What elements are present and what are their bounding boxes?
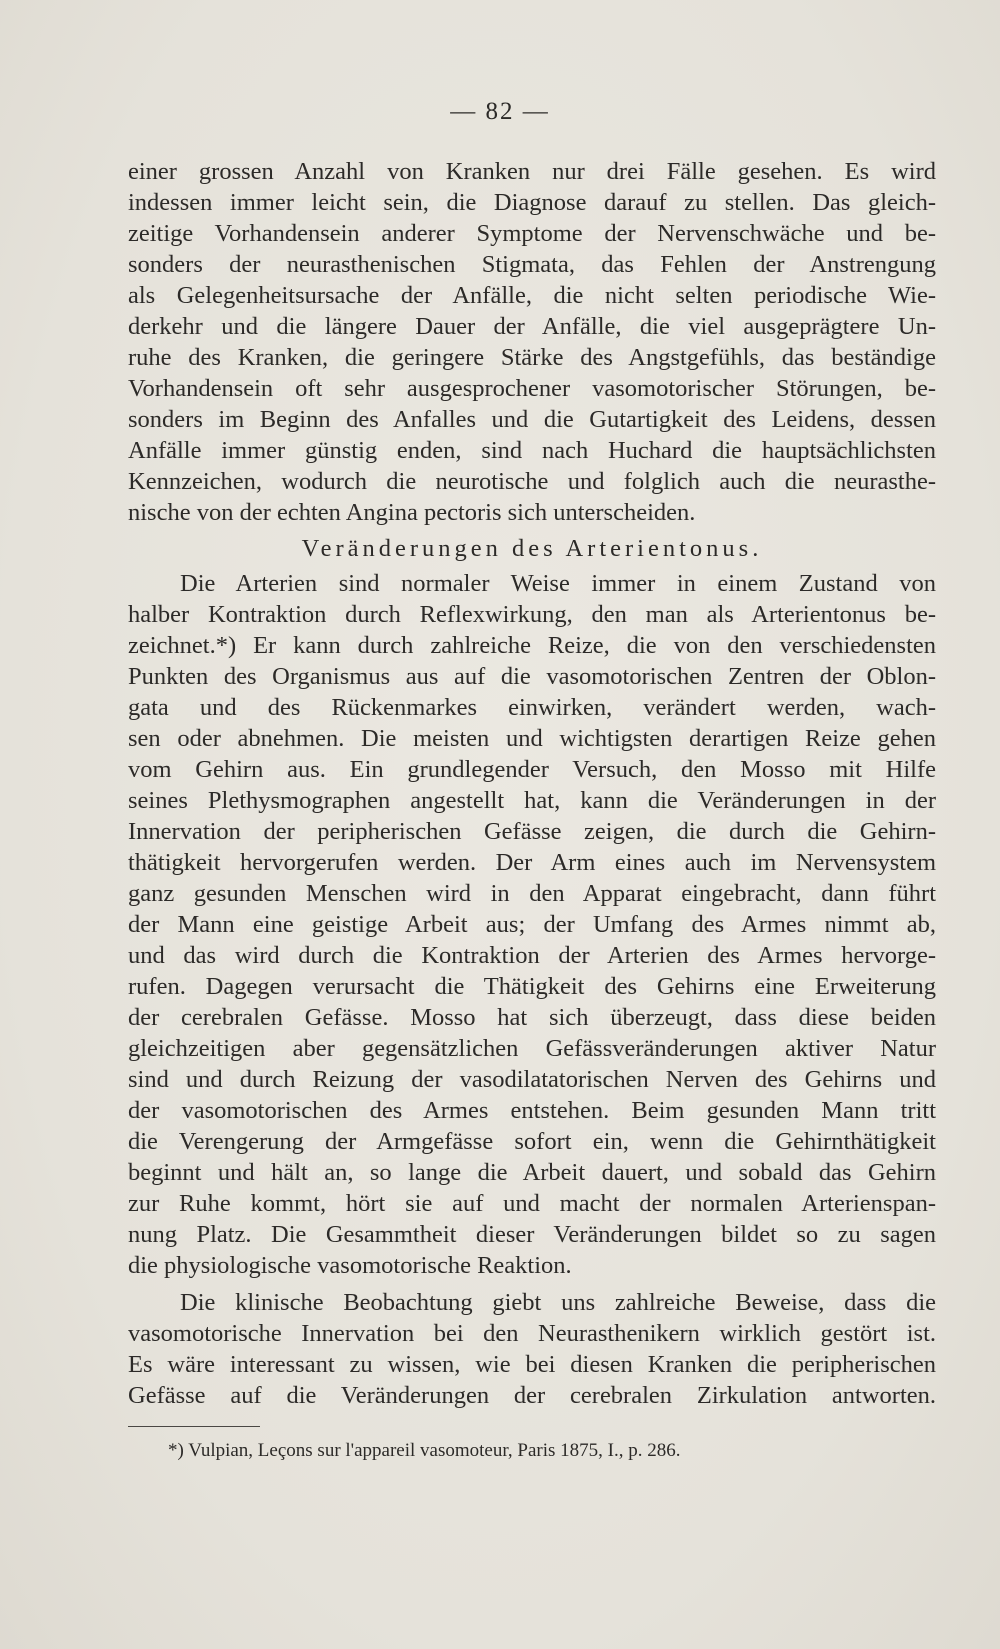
text-line: der cerebralen Gefässe. Mosso hat sich überzeugt, dass diese beiden <box>128 1004 936 1031</box>
text-line: Gefässe auf die Veränderungen der cerebralen Zirkulation antworten. <box>128 1382 936 1409</box>
text-line: die physiologische vasomotorische Reaktion. <box>128 1252 572 1279</box>
text-line: der Mann eine geistige Arbeit aus; der Umfang des Armes nimmt ab, <box>128 911 936 938</box>
text-line: Es wäre interessant zu wissen, wie bei diesen Kranken die peripherischen <box>128 1351 936 1378</box>
text-line: halber Kontraktion durch Reflexwirkung, den man als Arterientonus be- <box>128 601 936 628</box>
text-line: zur Ruhe kommt, hört sie auf und macht der normalen Arterienspan- <box>128 1190 936 1217</box>
text-line: als Gelegenheitsursache der Anfälle, die nicht selten periodische Wie- <box>128 282 936 309</box>
paragraph-3 <box>128 1287 936 1411</box>
body-text <box>128 156 936 1411</box>
text-line: sonders im Beginn des Anfalles und die Gutartigkeit des Leidens, dessen <box>128 406 936 433</box>
text-line: Innervation der peripherischen Gefässe zeigen, die durch die Gehirn- <box>128 818 936 845</box>
text-line: zeitige Vorhandensein anderer Symptome der Nervenschwäche und be- <box>128 220 936 247</box>
page-number: — 82 — <box>450 98 550 125</box>
text-line: Vorhandensein oft sehr ausgesprochener vasomotorischer Störungen, be- <box>128 375 936 402</box>
paragraph-1 <box>128 156 936 528</box>
text-line: sen oder abnehmen. Die meisten und wichtigsten derartigen Reize gehen <box>128 725 936 752</box>
text-line: indessen immer leicht sein, die Diagnose darauf zu stellen. Das gleich- <box>128 189 936 216</box>
text-line: nische von der echten Angina pectoris sich unterscheiden. <box>128 499 696 526</box>
text-line: einer grossen Anzahl von Kranken nur drei Fälle gesehen. Es wird <box>128 158 936 185</box>
text-line: rufen. Dagegen verursacht die Thätigkeit des Gehirns eine Erweiterung <box>128 973 936 1000</box>
text-line: gata und des Rückenmarkes einwirken, verändert werden, wach- <box>128 694 936 721</box>
text-line: gleichzeitigen aber gegensätzlichen Gefässveränderungen aktiver Natur <box>128 1035 936 1062</box>
text-line: thätigkeit hervorgerufen werden. Der Arm eines auch im Nervensystem <box>128 849 936 876</box>
text-line: und das wird durch die Kontraktion der Arterien des Armes hervorge- <box>128 942 936 969</box>
text-line: beginnt und hält an, so lange die Arbeit dauert, und sobald das Gehirn <box>128 1159 936 1186</box>
text-line: Punkten des Organismus aus auf die vasomotorischen Zentren der Oblon- <box>128 663 936 690</box>
text-line: vasomotorische Innervation bei den Neurasthenikern wirklich gestört ist. <box>128 1320 936 1347</box>
text-line: ganz gesunden Menschen wird in den Apparat eingebracht, dann führt <box>128 880 936 907</box>
text-line: Die klinische Beobachtung giebt uns zahlreiche Beweise, dass die <box>180 1289 936 1316</box>
text-line: nung Platz. Die Gesammtheit dieser Veränderungen bildet so zu sagen <box>128 1221 936 1248</box>
text-line: vom Gehirn aus. Ein grundlegender Versuch, den Mosso mit Hilfe <box>128 756 936 783</box>
section-heading: Veränderungen des Arterientonus. <box>301 535 763 562</box>
text-line: ruhe des Kranken, die geringere Stärke des Angstgefühls, das beständige <box>128 344 936 371</box>
footnote-divider <box>128 1426 260 1427</box>
text-line: sind und durch Reizung der vasodilatatorischen Nerven des Gehirns und <box>128 1066 936 1093</box>
text-line: Kennzeichen, wodurch die neurotische und folglich auch die neurasthe- <box>128 468 936 495</box>
text-line: sonders der neurasthenischen Stigmata, das Fehlen der Anstrengung <box>128 251 936 278</box>
paragraph-2 <box>128 568 936 1281</box>
text-line: seines Plethysmographen angestellt hat, kann die Veränderungen in der <box>128 787 936 814</box>
text-line: Die Arterien sind normaler Weise immer in einem Zustand von <box>180 570 936 597</box>
text-line: zeichnet.*) Er kann durch zahlreiche Reize, die von den verschiedensten <box>128 632 936 659</box>
footnote: *) Vulpian, Leçons sur l'appareil vasomoteur, Paris 1875, I., p. 286. <box>168 1440 681 1461</box>
text-line: der vasomotorischen des Armes entstehen. Beim gesunden Mann tritt <box>128 1097 936 1124</box>
text-line: Anfälle immer günstig enden, sind nach Huchard die hauptsächlichsten <box>128 437 936 464</box>
text-line: die Verengerung der Armgefässe sofort ein, wenn die Gehirnthätigkeit <box>128 1128 936 1155</box>
text-line: derkehr und die längere Dauer der Anfälle, die viel ausgeprägtere Un- <box>128 313 936 340</box>
